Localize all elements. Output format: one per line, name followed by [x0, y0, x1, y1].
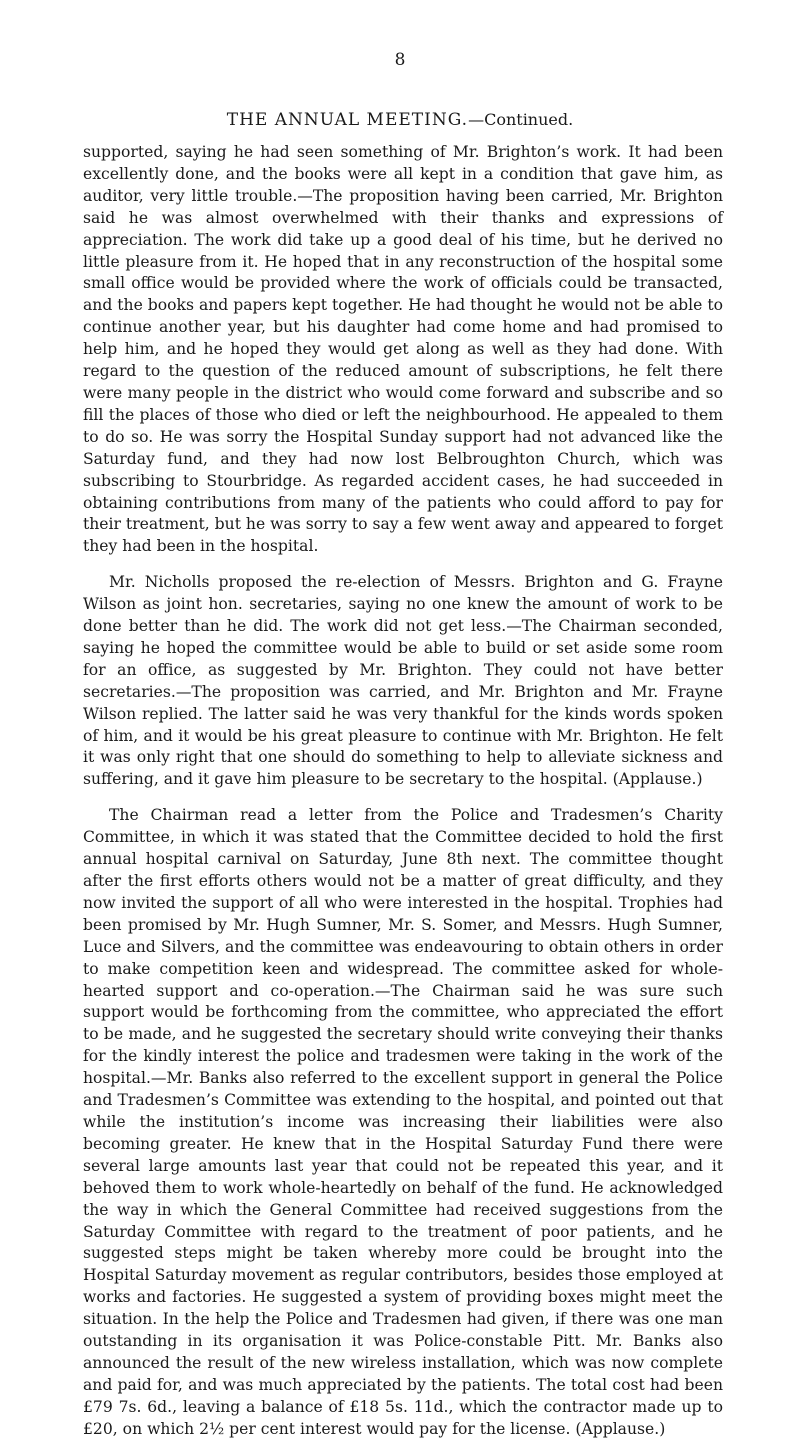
section-heading — [0, 110, 800, 130]
page-number: 8 — [394, 50, 406, 70]
section-heading-title: THE ANNUAL MEETING. — [226, 110, 469, 130]
article-body — [83, 142, 723, 1455]
paragraph-1: supported, saying he had seen something of Mr. Brighton’s work. It had been excellently done, and the books were all kept in a condition that gave him, as auditor, very little trouble.—The proposition having been carried, Mr. Brighton said he was almost overwhelmed with their thanks and expressions of appreciation. The work did take up a good deal of his time, but he derived no little pleasure from it. He hoped that in any reconstruction of the hospital some small office would be provided where the work of officials could be transacted, and the books and papers kept together. He had thought he would not be able to continue another year, but his daughter had come home and had promised to help him, and he hoped they would get along as well as they had done. With regard to the question of the reduced amount of subscriptions, he felt there were many people in the district who would come forward and subscribe and so fill the places of those who died or left the neighbourhood. He appealed to them to do so. He was sorry the Hospital Sunday support had not advanced like the Saturday fund, and they had now lost Belbroughton Church, which was subscribing to Stourbridge. As regarded accident cases, he had succeeded in obtaining contributions from many of the patients who could afford to pay for their treatment, but he was sorry to say a few went away and appeared to forget they had been in the hospital. — [83, 143, 724, 556]
paragraph-2: Mr. Nicholls proposed the re-election of Messrs. Brighton and G. Frayne Wilson as joint hon. secretaries, saying no one knew the amount of work to be done better than he did. The work did not get less.—The Chairman seconded, saying he hoped the committee would be able to build or set aside some room for an office, as suggested by Mr. Brighton. They could not have better secretaries.—The proposition was carried, and Mr. Brighton and Mr. Frayne Wilson replied. The latter said he was very thankful for the kinds words spoken of him, and it would be his great pleasure to continue with Mr. Brighton. He felt it was only right that one should do something to help to alleviate sickness and suffering, and it gave him pleasure to be secretary to the hospital. (Applause.) — [83, 573, 723, 789]
section-heading-continued: —Continued. — [468, 110, 574, 129]
paragraph-3: The Chairman read a letter from the Police and Tradesmen’s Charity Committee, in which it was stated that the Committee decided to hold the first annual hospital carnival on Saturday, June 8th next. The committee thought after the first efforts others would not be a matter of great difficulty, and they now invited the support of all who were interested in the hospital. Trophies had been promised by Mr. Hugh Sumner, Mr. S. Somer, and Messrs. Hugh Sumner, Luce and Silvers, and the committee was endeavouring to obtain others in order to make competition keen and widespread. The committee asked for whole-hearted support and co-operation.—The Chairman said he was sure such support would be forthcoming from the committee, who appreciated the effort to be made, and he suggested the secretary should write conveying their thanks for the kindly interest the police and tradesmen were taking in the work of the hospital.—Mr. Banks also referred to the excellent support in general the Police and Tradesmen’s Committee was extending to the hospital, and pointed out that while the institution’s income was increasing their liabilities were also becoming greater. He knew that in the Hospital Saturday Fund there were several large amounts last year that could not be repeated this year, and it behoved them to work whole-heartedly on behalf of the fund. He acknowledged the way in which the General Committee had received suggestions from the Saturday Committee with regard to the treatment of poor patients, and he suggested steps might be taken whereby more could be brought into the Hospital Saturday movement as regular contributors, besides those employed at works and factories. He suggested a system of providing boxes might meet the situation. In the help the Police and Tradesmen had given, if there was one man outstanding in its organisation it was Police-constable Pitt. Mr. Banks also announced the result of the new wireless installation, which was now complete and paid for, and was much appreciated by the patients. The total cost had been £79 7s. 6d., leaving a balance of £18 5s. 11d., which the contractor made up to £20, on which 2½ per cent interest would pay for the license. (Applause.) — [83, 806, 723, 1438]
